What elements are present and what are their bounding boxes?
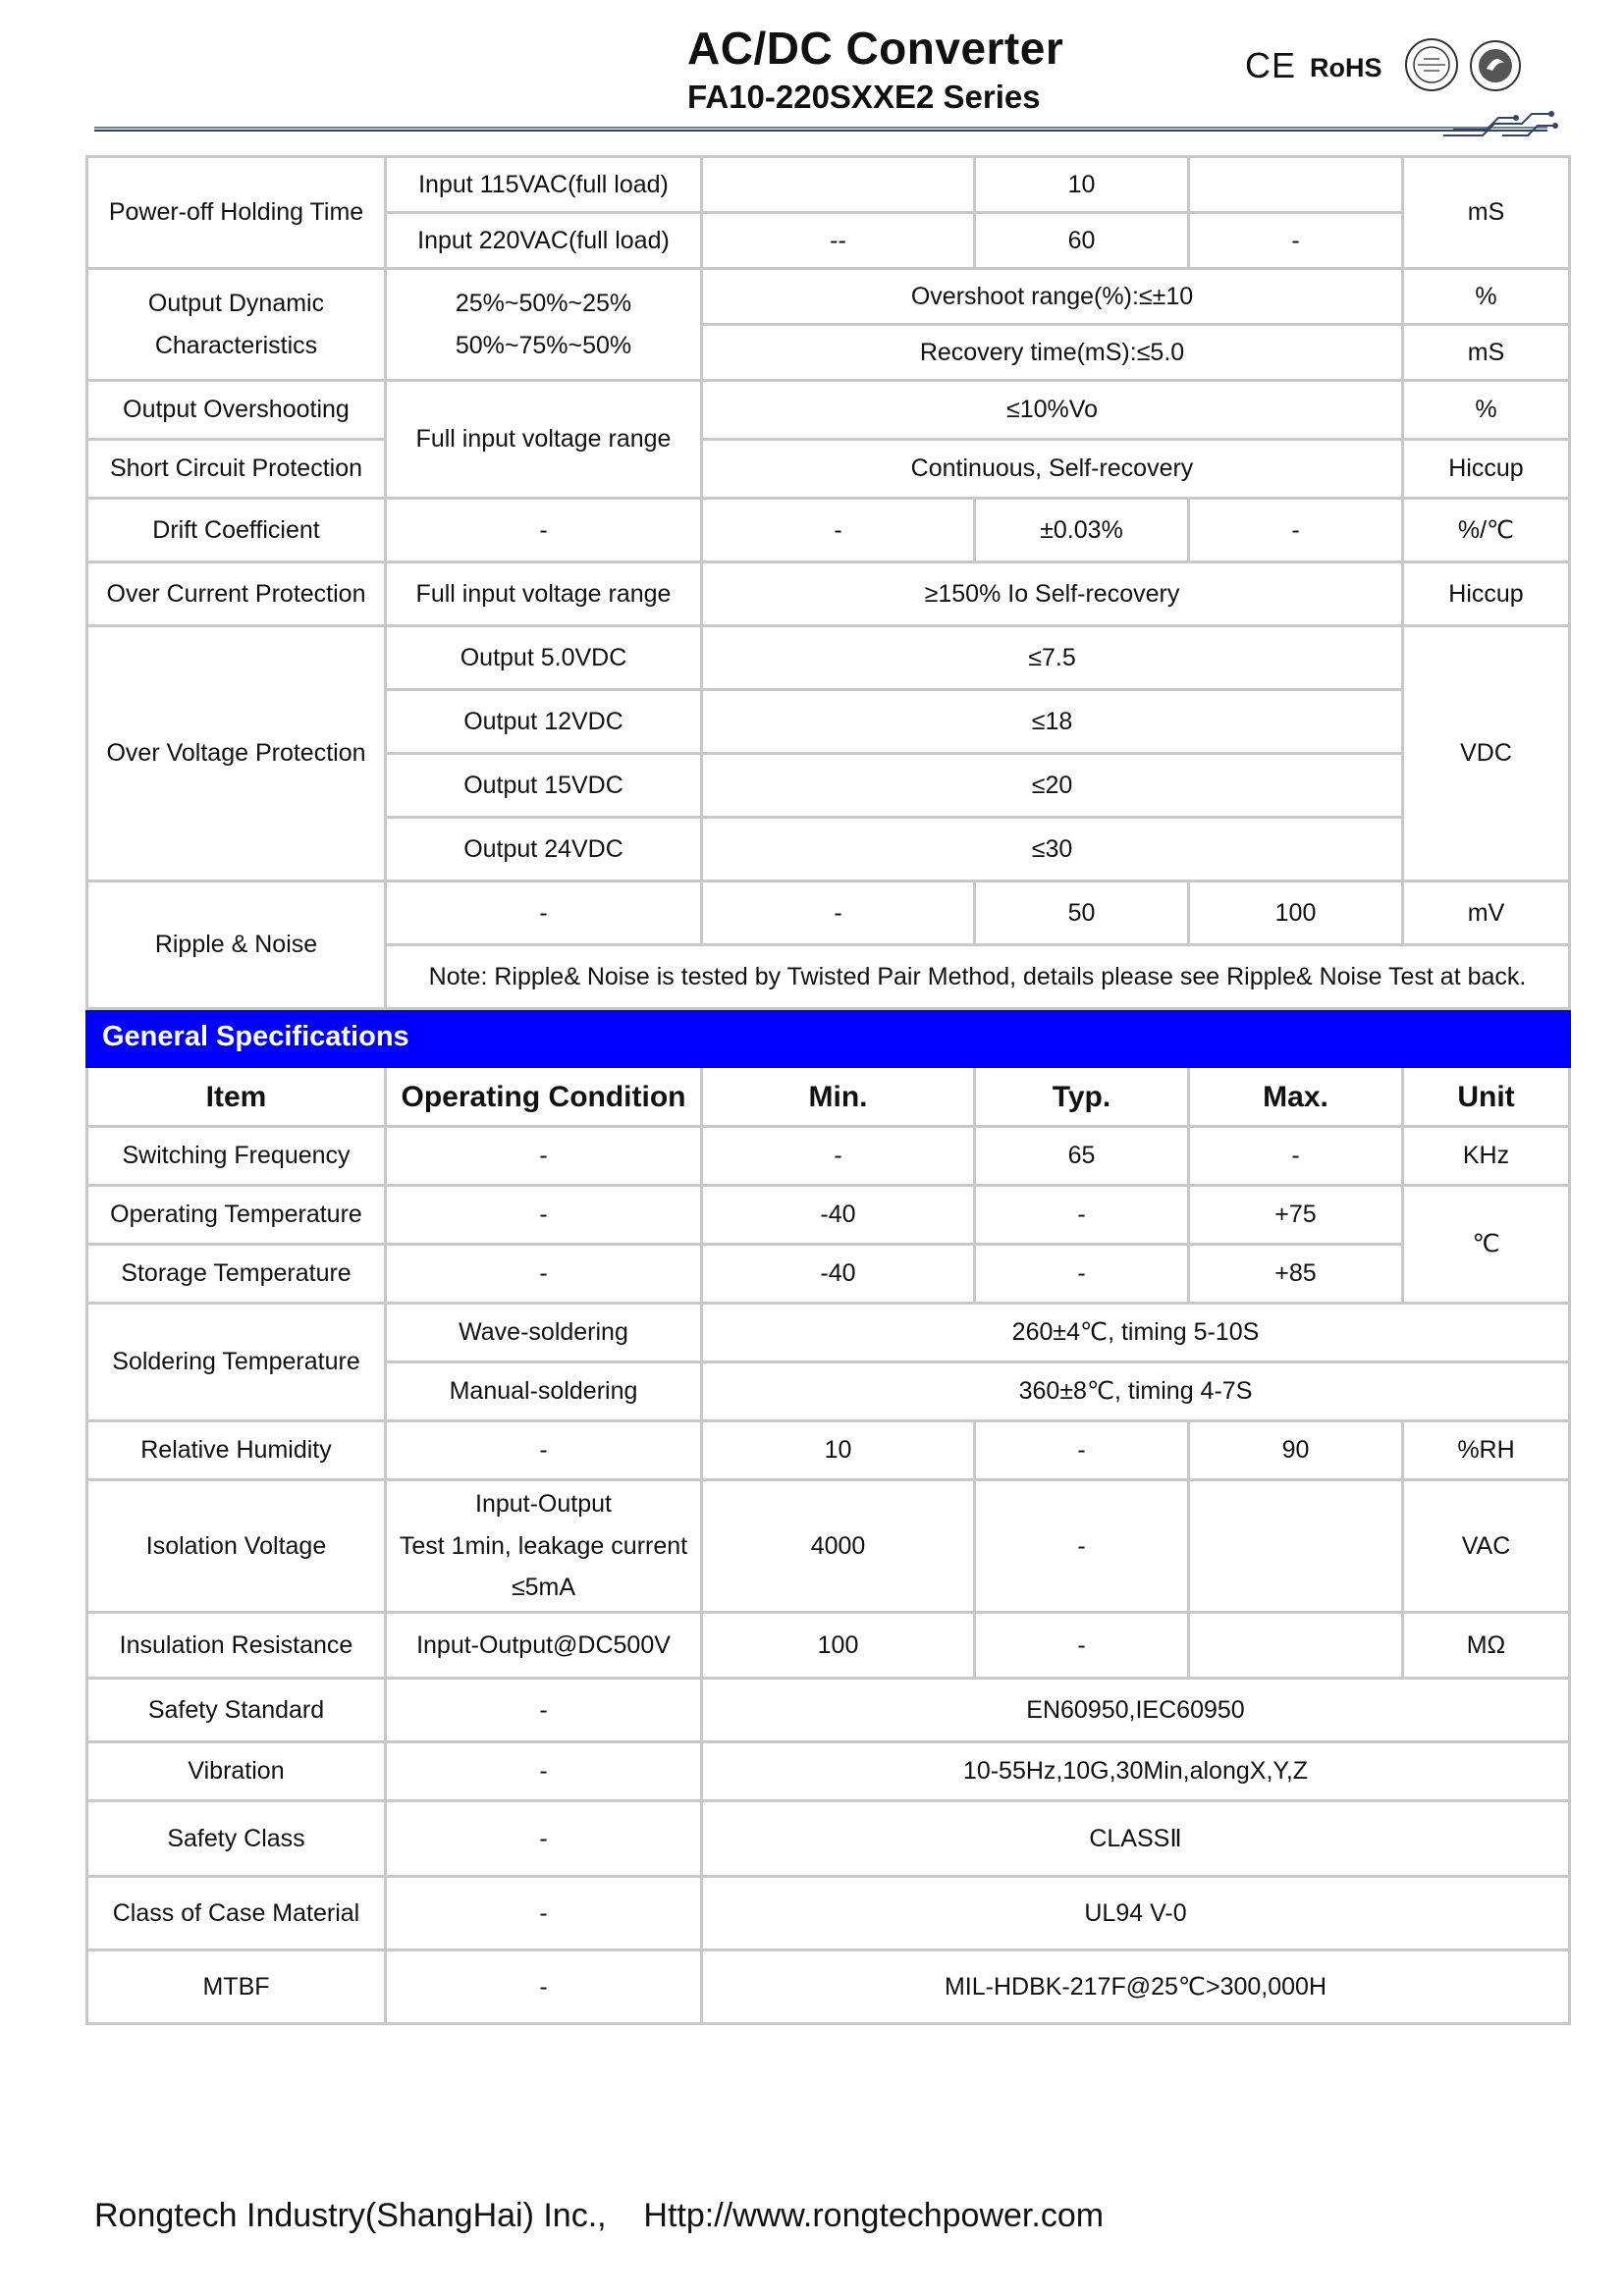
item-drift: Drift Coefficient [87,499,386,562]
typ-cell: - [975,1421,1189,1480]
column-header-unit: Unit [1403,1067,1570,1127]
item-humidity: Relative Humidity [87,1421,386,1480]
condition-cell: - [386,1127,702,1186]
unit-cell: KHz [1403,1127,1570,1186]
max-cell: 90 [1189,1421,1403,1480]
condition-cell [386,1480,702,1613]
min-cell: 10 [702,1421,975,1480]
table-row [87,1679,1570,1742]
value-cell: Overshoot range(%):≤±10 [702,269,1403,325]
value-cell: ≤7.5 [702,626,1403,690]
table-row [87,1613,1570,1679]
footer-url: Http://www.rongtechpower.com [643,2197,1105,2234]
condition-cell: - [386,499,702,562]
item-safety-class: Safety Class [87,1801,386,1877]
max-cell: - [1189,213,1403,269]
condition-line: 50%~75%~50% [455,331,632,359]
unit-cell: Hiccup [1403,562,1570,626]
unit-cell: %/℃ [1403,499,1570,562]
max-cell: +75 [1189,1186,1403,1245]
unit-cell: Hiccup [1403,440,1570,499]
table-row [87,1304,1570,1362]
column-header-item: Item [87,1067,386,1127]
unit-cell: MΩ [1403,1613,1570,1679]
item-storage-temp: Storage Temperature [87,1245,386,1304]
item-switching: Switching Frequency [87,1127,386,1186]
unit-cell: mV [1403,881,1570,945]
value-cell: EN60950,IEC60950 [702,1679,1570,1742]
table-row [87,381,1570,440]
ce-mark: CE [1245,45,1297,85]
value-cell: MIL-HDBK-217F@25℃>300,000H [702,1950,1570,2024]
column-header-min: Min. [702,1067,975,1127]
unit-cell: mS [1403,325,1570,381]
table-row [87,626,1570,690]
item-mtbf: MTBF [87,1950,386,2024]
rohs-mark: RoHS [1310,53,1382,82]
value-cell: Recovery time(mS):≤5.0 [702,325,1403,381]
condition-cell: - [386,1801,702,1877]
item-over-current: Over Current Protection [87,562,386,626]
value-cell: 360±8℃, timing 4-7S [702,1362,1570,1421]
item-isolation: Isolation Voltage [87,1480,386,1613]
max-cell [1189,157,1403,213]
table-row [87,1421,1570,1480]
table-row [87,881,1570,945]
max-cell [1189,1613,1403,1679]
table-row [87,1127,1570,1186]
typ-cell: 60 [975,213,1189,269]
column-header-condition: Operating Condition [386,1067,702,1127]
value-cell: ≥150% Io Self-recovery [702,562,1403,626]
value-cell: ≤20 [702,754,1403,818]
max-cell: - [1189,499,1403,562]
min-cell: -- [702,213,975,269]
condition-cell: Manual-soldering [386,1362,702,1421]
min-cell: - [702,499,975,562]
item-ripple: Ripple & Noise [87,881,386,1009]
max-cell: - [1189,1127,1403,1186]
value-cell: 10-55Hz,10G,30Min,alongX,Y,Z [702,1742,1570,1801]
condition-cell: Wave-soldering [386,1304,702,1362]
condition-cell: Output 24VDC [386,818,702,881]
unit-cell: mS [1403,157,1570,269]
typ-cell: 10 [975,157,1189,213]
page-header [0,0,1624,147]
min-cell: - [702,1127,975,1186]
value-cell: ≤10%Vo [702,381,1403,440]
condition-line: 25%~50%~25% [455,290,632,317]
unit-cell: %RH [1403,1421,1570,1480]
min-cell: 4000 [702,1480,975,1613]
table-row [87,499,1570,562]
unit-cell: % [1403,381,1570,440]
item-overshoot: Output Overshooting [87,381,386,440]
value-cell: ≤30 [702,818,1403,881]
condition-line: Test 1min, leakage current [399,1531,688,1560]
section-title: General Specifications [87,1009,1570,1067]
condition-cell: - [386,1186,702,1245]
value-cell: ≤18 [702,690,1403,754]
table-row [87,269,1570,325]
value-cell: 260±4℃, timing 5-10S [702,1304,1570,1362]
min-cell: -40 [702,1245,975,1304]
typ-cell: - [975,1613,1189,1679]
item-dynamic [87,269,386,381]
condition-cell: - [386,1679,702,1742]
min-cell: 100 [702,1613,975,1679]
cqc-seal-icon [1469,39,1522,92]
unit-cell: VAC [1403,1480,1570,1613]
typ-cell: - [975,1245,1189,1304]
condition-cell: Full input voltage range [386,381,702,499]
typ-cell: - [975,1480,1189,1613]
max-cell: +85 [1189,1245,1403,1304]
max-cell: 100 [1189,881,1403,945]
table-row [87,1186,1570,1245]
value-cell: CLASSⅡ [702,1801,1570,1877]
condition-cell: Input 220VAC(full load) [386,213,702,269]
min-cell [702,157,975,213]
unit-cell: % [1403,269,1570,325]
table-row [87,1801,1570,1877]
condition-cell: Output 12VDC [386,690,702,754]
item-short-circuit: Short Circuit Protection [87,440,386,499]
min-cell: -40 [702,1186,975,1245]
min-cell: - [702,881,975,945]
typ-cell: ±0.03% [975,499,1189,562]
condition-cell [386,269,702,381]
condition-cell: Full input voltage range [386,562,702,626]
typ-cell: - [975,1186,1189,1245]
table-row [87,562,1570,626]
unit-cell: VDC [1403,626,1570,881]
value-cell: UL94 V-0 [702,1877,1570,1950]
column-header-row [87,1067,1570,1127]
item-insulation: Insulation Resistance [87,1613,386,1679]
condition-cell: - [386,1245,702,1304]
doc-title: AC/DC Converter [687,23,1064,74]
typ-cell: 65 [975,1127,1189,1186]
table-row [87,440,1570,499]
ripple-note: Note: Ripple& Noise is tested by Twisted Pair Method, details please see Ripple& Noise Test at back. [386,945,1570,1009]
page-footer [94,2197,1104,2235]
table-row [87,1742,1570,1801]
item-operating-temp: Operating Temperature [87,1186,386,1245]
spec-table [85,155,1571,2025]
item-line: Output Dynamic [147,290,325,317]
condition-line: ≤5mA [511,1574,576,1602]
item-line: Characteristics [154,331,318,359]
column-header-typ: Typ. [975,1067,1189,1127]
table-row [87,157,1570,213]
circuit-trace-icon [1443,106,1561,141]
table-row [87,1877,1570,1950]
condition-cell: Output 5.0VDC [386,626,702,690]
series-title: FA10-220SXXE2 Series [687,79,1041,115]
table-row [87,1480,1570,1613]
condition-cell: Input-Output@DC500V [386,1613,702,1679]
iso9001-seal-icon [1404,37,1459,92]
table-row [87,1009,1570,1067]
item-over-voltage: Over Voltage Protection [87,626,386,881]
item-vibration: Vibration [87,1742,386,1801]
item-power-off: Power-off Holding Time [87,157,386,269]
condition-cell: - [386,881,702,945]
condition-cell: Output 15VDC [386,754,702,818]
condition-line: Input-Output [475,1490,612,1519]
table-row [87,1245,1570,1304]
max-cell [1189,1480,1403,1613]
table-row [87,1950,1570,2024]
condition-cell: - [386,1742,702,1801]
header-rule [94,127,1547,133]
condition-cell: - [386,1877,702,1950]
value-cell: Continuous, Self-recovery [702,440,1403,499]
condition-cell: - [386,1950,702,2024]
item-case-material: Class of Case Material [87,1877,386,1950]
item-soldering: Soldering Temperature [87,1304,386,1421]
condition-cell: - [386,1421,702,1480]
unit-cell: ℃ [1403,1186,1570,1304]
condition-cell: Input 115VAC(full load) [386,157,702,213]
item-safety-standard: Safety Standard [87,1679,386,1742]
typ-cell: 50 [975,881,1189,945]
column-header-max: Max. [1189,1067,1403,1127]
footer-company: Rongtech Industry(ShangHai) Inc., [94,2197,607,2234]
